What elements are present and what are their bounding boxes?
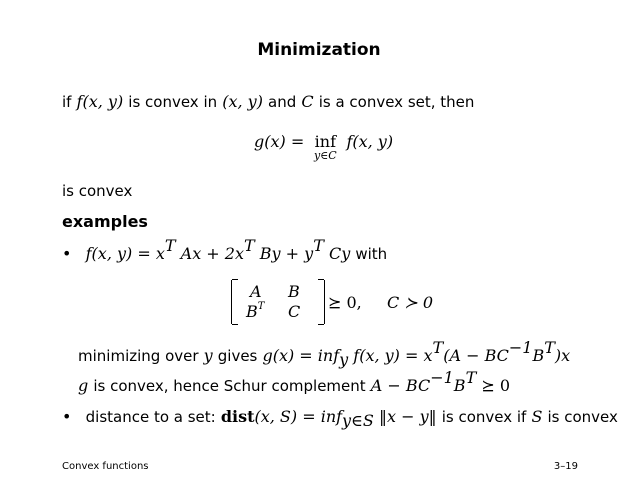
matrix-c-succ: C ≻ 0 — [387, 293, 433, 312]
bullet-2-norm: ‖x − y‖ — [378, 407, 437, 426]
is-convex-text: is convex — [62, 182, 133, 200]
bullet-1-p2: By + y — [259, 244, 314, 263]
bullet-1-sup2: T — [244, 235, 255, 255]
minimizing-rest4: )x — [554, 346, 571, 365]
minimizing-rest2: (A − BC — [443, 346, 509, 365]
matrix-succeq: ⪰ 0, — [328, 293, 362, 312]
intro-convex-set: is a convex set, then — [318, 93, 475, 111]
bullet-2-dist: dist — [220, 407, 255, 426]
intro-line — [62, 92, 474, 111]
formula-g-inf: inf — [314, 132, 337, 151]
schur-line — [78, 367, 510, 395]
intro-if: if — [62, 93, 72, 111]
schur-expr1: A − BC — [370, 376, 431, 395]
minimizing-inf-sub: y — [339, 350, 349, 370]
minimizing-sup1: T — [432, 337, 444, 357]
matrix-b: B — [288, 282, 300, 301]
formula-g — [254, 132, 394, 162]
schur-expr2: B — [453, 376, 466, 395]
bullet-1-p1: Ax + 2x — [180, 244, 244, 263]
bullet-2-dot: • — [62, 407, 72, 426]
bullet-2-text1: distance to a set: — [85, 408, 216, 426]
formula-g-rhs: f(x, y) — [346, 132, 394, 151]
minimizing-y: y — [203, 346, 213, 365]
minimizing-line — [78, 337, 571, 370]
matrix-bt: $B^T$ — [246, 300, 265, 321]
matrix-c: C — [288, 302, 301, 321]
intro-C: C — [301, 92, 314, 111]
intro-convex-in: is convex in — [128, 93, 218, 111]
bullet-1 — [62, 235, 388, 263]
schur-sup2: T — [465, 367, 477, 387]
matrix-a: A — [250, 282, 262, 301]
minimizing-sup3: T — [544, 337, 555, 357]
bullet-2 — [62, 407, 618, 431]
slide-title: Minimization — [257, 40, 381, 60]
bullet-1-lhs: f(x, y) = x — [85, 244, 165, 263]
formula-g-sub: y∈C — [313, 149, 337, 162]
bullet-1-with: with — [355, 245, 388, 263]
minimizing-g: g(x) = inf — [262, 346, 340, 365]
formula-g-inf-block — [309, 132, 341, 162]
intro-xy: (x, y) — [222, 92, 263, 111]
schur-expr3: ⪰ 0 — [481, 376, 510, 395]
formula-g-lhs: g(x) = — [254, 132, 305, 151]
bullet-1-p3: Cy — [328, 244, 351, 263]
bullet-2-args: (x, S) = inf — [254, 407, 343, 426]
bullet-1-sup1: T — [164, 235, 176, 255]
minimizing-gives: gives — [217, 347, 258, 365]
bullet-2-text3: is convex — [547, 408, 618, 426]
matrix-bt-sup: T — [257, 300, 265, 312]
footer-left: Convex functions — [62, 461, 149, 472]
minimizing-rest3: B — [532, 346, 545, 365]
minimizing-rest1: f(x, y) = x — [353, 346, 433, 365]
minimizing-sup2: −1 — [508, 337, 533, 357]
footer-right: 3–19 — [553, 461, 578, 472]
schur-g: g — [78, 376, 89, 395]
bullet-2-text2: is convex if — [441, 408, 527, 426]
intro-f: f(x, y) — [76, 92, 124, 111]
bullet-2-sub: y∈S — [342, 411, 374, 431]
intro-and: and — [268, 93, 297, 111]
bullet-1-dot: • — [62, 244, 72, 263]
bullet-2-S: S — [531, 407, 543, 426]
bullet-1-sup3: T — [313, 235, 324, 255]
schur-sup1: −1 — [430, 367, 454, 387]
block-matrix — [231, 280, 325, 324]
examples-heading: examples — [62, 212, 148, 231]
minimizing-text: minimizing over — [78, 347, 199, 365]
schur-text: is convex, hence Schur complement — [93, 377, 366, 395]
